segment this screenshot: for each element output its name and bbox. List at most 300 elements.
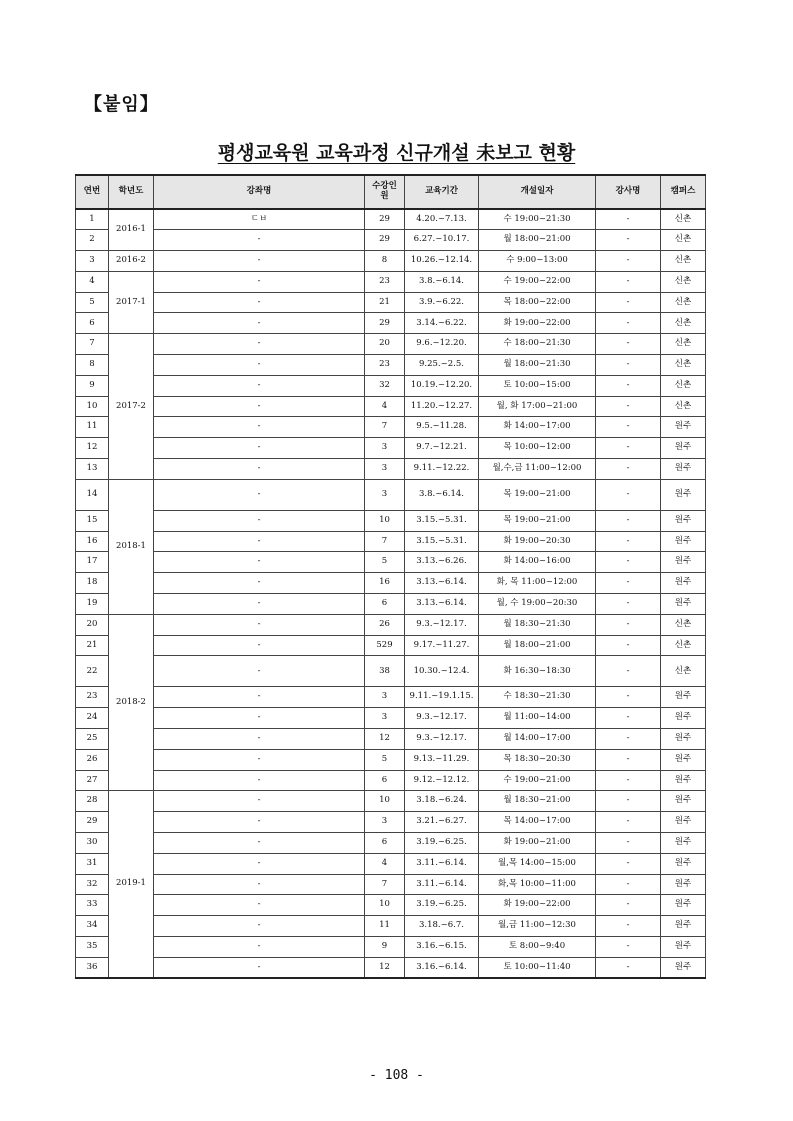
campus-cell: 신촌	[661, 375, 706, 396]
schedule-cell: 월 11:00~14:00	[479, 708, 596, 729]
period-cell: 3.18.~6.7.	[405, 916, 479, 937]
campus-cell: 원주	[661, 687, 706, 708]
course-name-cell: -	[154, 656, 365, 687]
table-row	[76, 853, 706, 874]
schedule-cell: 목 14:00~17:00	[479, 812, 596, 833]
campus-cell: 원주	[661, 594, 706, 615]
schedule-cell: 화, 목 11:00~12:00	[479, 573, 596, 594]
campus-cell: 신촌	[661, 271, 706, 292]
header-enrollment	[365, 175, 405, 209]
instructor-cell: -	[596, 531, 661, 552]
period-cell: 9.11.~19.1.15.	[405, 687, 479, 708]
instructor-cell: -	[596, 874, 661, 895]
table-row	[76, 916, 706, 937]
semester-cell: 2019-1	[109, 791, 154, 978]
table-row	[76, 729, 706, 750]
period-cell: 3.11.~6.14.	[405, 853, 479, 874]
row-no: 8	[76, 355, 109, 376]
row-no: 2	[76, 230, 109, 251]
row-no: 33	[76, 895, 109, 916]
schedule-cell: 월,목 14:00~15:00	[479, 853, 596, 874]
schedule-cell: 목 19:00~21:00	[479, 510, 596, 531]
instructor-cell: -	[596, 749, 661, 770]
table-row	[76, 230, 706, 251]
row-no: 26	[76, 749, 109, 770]
semester-cell: 2016-2	[109, 251, 154, 272]
period-cell: 9.25.~2.5.	[405, 355, 479, 376]
course-name-cell: -	[154, 594, 365, 615]
course-name-cell: -	[154, 531, 365, 552]
period-cell: 3.21.~6.27.	[405, 812, 479, 833]
period-cell: 9.11.~12.22.	[405, 459, 479, 480]
schedule-cell: 화 14:00~16:00	[479, 552, 596, 573]
schedule-cell: 화 19:00~22:00	[479, 895, 596, 916]
header-course: 강좌명	[154, 175, 365, 209]
instructor-cell: -	[596, 957, 661, 978]
period-cell: 3.11.~6.14.	[405, 874, 479, 895]
course-name-cell: -	[154, 375, 365, 396]
table-row	[76, 510, 706, 531]
course-name-cell: -	[154, 791, 365, 812]
schedule-cell: 월, 수 19:00~20:30	[479, 594, 596, 615]
course-name-cell: -	[154, 833, 365, 854]
schedule-cell: 수 19:00~21:00	[479, 770, 596, 791]
enrollment-cell: 4	[365, 396, 405, 417]
campus-cell: 신촌	[661, 334, 706, 355]
campus-cell: 원주	[661, 708, 706, 729]
campus-cell: 신촌	[661, 230, 706, 251]
instructor-cell: -	[596, 313, 661, 334]
campus-cell: 원주	[661, 531, 706, 552]
enrollment-cell: 10	[365, 895, 405, 916]
period-cell: 9.3.~12.17.	[405, 614, 479, 635]
row-no: 15	[76, 510, 109, 531]
schedule-cell: 토 10:00~11:40	[479, 957, 596, 978]
table-row	[76, 874, 706, 895]
row-no: 20	[76, 614, 109, 635]
row-no: 19	[76, 594, 109, 615]
enrollment-cell: 6	[365, 594, 405, 615]
period-cell: 3.18.~6.24.	[405, 791, 479, 812]
period-cell: 4.20.~7.13.	[405, 209, 479, 230]
course-name-cell: -	[154, 552, 365, 573]
semester-cell: 2017-1	[109, 271, 154, 333]
enrollment-cell: 23	[365, 271, 405, 292]
period-cell: 9.5.~11.28.	[405, 417, 479, 438]
campus-cell: 원주	[661, 833, 706, 854]
instructor-cell: -	[596, 687, 661, 708]
schedule-cell: 월 14:00~17:00	[479, 729, 596, 750]
row-no: 28	[76, 791, 109, 812]
campus-cell: 원주	[661, 895, 706, 916]
course-name-cell: -	[154, 313, 365, 334]
row-no: 18	[76, 573, 109, 594]
table-row	[76, 937, 706, 958]
instructor-cell: -	[596, 708, 661, 729]
enrollment-cell: 6	[365, 770, 405, 791]
table-row	[76, 594, 706, 615]
period-cell: 3.9.~6.22.	[405, 292, 479, 313]
row-no: 17	[76, 552, 109, 573]
course-name-cell: -	[154, 895, 365, 916]
schedule-cell: 월,수,금 11:00~12:00	[479, 459, 596, 480]
period-cell: 9.17.~11.27.	[405, 635, 479, 656]
header-instructor: 강사명	[596, 175, 661, 209]
table-row	[76, 708, 706, 729]
row-no: 25	[76, 729, 109, 750]
enrollment-cell: 10	[365, 510, 405, 531]
course-table	[75, 174, 706, 979]
semester-cell: 2017-2	[109, 334, 154, 480]
campus-cell: 원주	[661, 749, 706, 770]
row-no: 16	[76, 531, 109, 552]
period-cell: 3.19.~6.25.	[405, 895, 479, 916]
course-name-cell: -	[154, 438, 365, 459]
schedule-cell: 토 8:00~9:40	[479, 937, 596, 958]
schedule-cell: 월 18:00~21:30	[479, 355, 596, 376]
period-cell: 3.15.~5.31.	[405, 510, 479, 531]
enrollment-cell: 5	[365, 749, 405, 770]
campus-cell: 원주	[661, 770, 706, 791]
instructor-cell: -	[596, 937, 661, 958]
row-no: 14	[76, 479, 109, 510]
table-row	[76, 375, 706, 396]
period-cell: 3.13.~6.14.	[405, 594, 479, 615]
course-name-cell: -	[154, 687, 365, 708]
schedule-cell: 월, 화 17:00~21:00	[479, 396, 596, 417]
instructor-cell: -	[596, 479, 661, 510]
schedule-cell: 수 19:00~21:30	[479, 209, 596, 230]
course-name-cell: -	[154, 355, 365, 376]
campus-cell: 원주	[661, 729, 706, 750]
header-no: 연번	[76, 175, 109, 209]
row-no: 12	[76, 438, 109, 459]
row-no: 5	[76, 292, 109, 313]
enrollment-cell: 12	[365, 729, 405, 750]
course-name-cell: -	[154, 459, 365, 480]
campus-cell: 원주	[661, 510, 706, 531]
page-title	[0, 138, 793, 165]
row-no: 10	[76, 396, 109, 417]
enrollment-cell: 3	[365, 812, 405, 833]
campus-cell: 원주	[661, 937, 706, 958]
campus-cell: 원주	[661, 812, 706, 833]
period-cell: 3.16.~6.15.	[405, 937, 479, 958]
course-name-cell: -	[154, 957, 365, 978]
instructor-cell: -	[596, 438, 661, 459]
instructor-cell: -	[596, 791, 661, 812]
header-semester: 학년도	[109, 175, 154, 209]
period-cell: 10.26.~12.14.	[405, 251, 479, 272]
enrollment-cell: 7	[365, 874, 405, 895]
instructor-cell: -	[596, 770, 661, 791]
period-cell: 3.8.~6.14.	[405, 479, 479, 510]
row-no: 35	[76, 937, 109, 958]
table-row	[76, 687, 706, 708]
annex-label: 【붙임】	[84, 94, 159, 115]
course-name-cell: -	[154, 708, 365, 729]
table-header	[76, 175, 706, 209]
instructor-cell: -	[596, 292, 661, 313]
course-name-cell: -	[154, 749, 365, 770]
course-name-cell: -	[154, 396, 365, 417]
course-name-cell: -	[154, 729, 365, 750]
instructor-cell: -	[596, 853, 661, 874]
enrollment-cell: 26	[365, 614, 405, 635]
row-no: 34	[76, 916, 109, 937]
row-no: 22	[76, 656, 109, 687]
header-period: 교육기간	[405, 175, 479, 209]
enrollment-cell: 20	[365, 334, 405, 355]
schedule-cell: 목 19:00~21:00	[479, 479, 596, 510]
schedule-cell: 토 10:00~15:00	[479, 375, 596, 396]
campus-cell: 원주	[661, 791, 706, 812]
campus-cell: 원주	[661, 957, 706, 978]
campus-cell: 신촌	[661, 656, 706, 687]
row-no: 7	[76, 334, 109, 355]
course-name-cell: -	[154, 334, 365, 355]
header-campus: 캠퍼스	[661, 175, 706, 209]
semester-cell: 2016-1	[109, 209, 154, 251]
table-row	[76, 396, 706, 417]
campus-cell: 신촌	[661, 396, 706, 417]
enrollment-cell: 5	[365, 552, 405, 573]
schedule-cell: 월 18:30~21:00	[479, 791, 596, 812]
instructor-cell: -	[596, 573, 661, 594]
period-cell: 9.3.~12.17.	[405, 708, 479, 729]
campus-cell: 원주	[661, 573, 706, 594]
campus-cell: 원주	[661, 874, 706, 895]
period-cell: 11.20.~12.27.	[405, 396, 479, 417]
table-row	[76, 292, 706, 313]
instructor-cell: -	[596, 812, 661, 833]
schedule-cell: 화,목 10:00~11:00	[479, 874, 596, 895]
period-cell: 9.3.~12.17.	[405, 729, 479, 750]
period-cell: 9.6.~12.20.	[405, 334, 479, 355]
course-name-cell: -	[154, 417, 365, 438]
period-cell: 6.27.~10.17.	[405, 230, 479, 251]
page-number: - 108 -	[369, 1068, 424, 1083]
table-row	[76, 749, 706, 770]
instructor-cell: -	[596, 251, 661, 272]
schedule-cell: 수 18:30~21:30	[479, 687, 596, 708]
row-no: 1	[76, 209, 109, 230]
period-cell: 9.7.~12.21.	[405, 438, 479, 459]
enrollment-cell: 16	[365, 573, 405, 594]
row-no: 30	[76, 833, 109, 854]
period-cell: 3.13.~6.26.	[405, 552, 479, 573]
period-cell: 3.19.~6.25.	[405, 833, 479, 854]
table-row	[76, 614, 706, 635]
instructor-cell: -	[596, 656, 661, 687]
campus-cell: 원주	[661, 479, 706, 510]
table-row	[76, 812, 706, 833]
course-name-cell: -	[154, 479, 365, 510]
table-row	[76, 313, 706, 334]
enrollment-cell: 4	[365, 853, 405, 874]
table-row	[76, 552, 706, 573]
enrollment-cell: 3	[365, 459, 405, 480]
schedule-cell: 월,금 11:00~12:30	[479, 916, 596, 937]
schedule-cell: 수 19:00~22:00	[479, 271, 596, 292]
enrollment-cell: 6	[365, 833, 405, 854]
enrollment-cell: 7	[365, 531, 405, 552]
instructor-cell: -	[596, 375, 661, 396]
table-row	[76, 334, 706, 355]
enrollment-cell: 11	[365, 916, 405, 937]
table-row	[76, 791, 706, 812]
instructor-cell: -	[596, 417, 661, 438]
table-row	[76, 209, 706, 230]
campus-cell: 신촌	[661, 614, 706, 635]
schedule-cell: 목 18:00~22:00	[479, 292, 596, 313]
row-no: 13	[76, 459, 109, 480]
period-cell: 10.30.~12.4.	[405, 656, 479, 687]
row-no: 32	[76, 874, 109, 895]
campus-cell: 원주	[661, 552, 706, 573]
period-cell: 3.13.~6.14.	[405, 573, 479, 594]
enrollment-cell: 38	[365, 656, 405, 687]
table-row	[76, 417, 706, 438]
course-name-cell: -	[154, 251, 365, 272]
schedule-cell: 화 19:00~22:00	[479, 313, 596, 334]
row-no: 23	[76, 687, 109, 708]
campus-cell: 신촌	[661, 292, 706, 313]
table-row	[76, 271, 706, 292]
instructor-cell: -	[596, 230, 661, 251]
enrollment-cell: 3	[365, 479, 405, 510]
enrollment-cell: 8	[365, 251, 405, 272]
period-cell: 3.8.~6.14.	[405, 271, 479, 292]
enrollment-cell: 3	[365, 438, 405, 459]
period-cell: 9.12.~12.12.	[405, 770, 479, 791]
period-cell: 3.15.~5.31.	[405, 531, 479, 552]
enrollment-cell: 529	[365, 635, 405, 656]
course-name-cell: ㄷㅂ	[154, 209, 365, 230]
instructor-cell: -	[596, 729, 661, 750]
schedule-cell: 화 16:30~18:30	[479, 656, 596, 687]
instructor-cell: -	[596, 459, 661, 480]
table-row	[76, 895, 706, 916]
row-no: 11	[76, 417, 109, 438]
campus-cell: 원주	[661, 417, 706, 438]
course-name-cell: -	[154, 635, 365, 656]
period-cell: 10.19.~12.20.	[405, 375, 479, 396]
instructor-cell: -	[596, 510, 661, 531]
schedule-cell: 월 18:30~21:30	[479, 614, 596, 635]
campus-cell: 신촌	[661, 313, 706, 334]
semester-cell: 2018-2	[109, 614, 154, 791]
campus-cell: 신촌	[661, 251, 706, 272]
instructor-cell: -	[596, 552, 661, 573]
enrollment-cell: 7	[365, 417, 405, 438]
instructor-cell: -	[596, 594, 661, 615]
row-no: 21	[76, 635, 109, 656]
enrollment-cell: 29	[365, 313, 405, 334]
enrollment-cell: 9	[365, 937, 405, 958]
row-no: 3	[76, 251, 109, 272]
row-no: 4	[76, 271, 109, 292]
course-name-cell: -	[154, 230, 365, 251]
table-body	[76, 209, 706, 978]
enrollment-cell: 32	[365, 375, 405, 396]
course-name-cell: -	[154, 271, 365, 292]
table-row	[76, 770, 706, 791]
row-no: 9	[76, 375, 109, 396]
course-name-cell: -	[154, 292, 365, 313]
instructor-cell: -	[596, 209, 661, 230]
enrollment-cell: 3	[365, 708, 405, 729]
schedule-cell: 월 18:00~21:00	[479, 635, 596, 656]
instructor-cell: -	[596, 355, 661, 376]
period-cell: 3.14.~6.22.	[405, 313, 479, 334]
instructor-cell: -	[596, 614, 661, 635]
schedule-cell: 목 18:30~20:30	[479, 749, 596, 770]
semester-cell: 2018-1	[109, 479, 154, 614]
campus-cell: 원주	[661, 459, 706, 480]
campus-cell: 신촌	[661, 635, 706, 656]
enrollment-cell: 29	[365, 230, 405, 251]
enrollment-cell: 29	[365, 209, 405, 230]
schedule-cell: 수 18:00~21:30	[479, 334, 596, 355]
row-no: 29	[76, 812, 109, 833]
instructor-cell: -	[596, 895, 661, 916]
page-title-text: 평생교육원 교육과정 신규개설 未보고 현황	[217, 142, 576, 164]
enrollment-cell: 21	[365, 292, 405, 313]
row-no: 24	[76, 708, 109, 729]
instructor-cell: -	[596, 635, 661, 656]
table-row	[76, 656, 706, 687]
course-name-cell: -	[154, 770, 365, 791]
row-no: 36	[76, 957, 109, 978]
row-no: 6	[76, 313, 109, 334]
campus-cell: 신촌	[661, 355, 706, 376]
instructor-cell: -	[596, 334, 661, 355]
course-name-cell: -	[154, 510, 365, 531]
course-name-cell: -	[154, 874, 365, 895]
row-no: 31	[76, 853, 109, 874]
schedule-cell: 화 14:00~17:00	[479, 417, 596, 438]
campus-cell: 신촌	[661, 209, 706, 230]
instructor-cell: -	[596, 396, 661, 417]
campus-cell: 원주	[661, 438, 706, 459]
course-name-cell: -	[154, 937, 365, 958]
table-row	[76, 355, 706, 376]
course-name-cell: -	[154, 916, 365, 937]
enrollment-cell: 3	[365, 687, 405, 708]
table-row	[76, 531, 706, 552]
course-name-cell: -	[154, 573, 365, 594]
period-cell: 3.16.~6.14.	[405, 957, 479, 978]
instructor-cell: -	[596, 833, 661, 854]
table-row	[76, 635, 706, 656]
schedule-cell: 수 9:00~13:00	[479, 251, 596, 272]
table-row	[76, 251, 706, 272]
course-name-cell: -	[154, 853, 365, 874]
schedule-cell: 월 18:00~21:00	[479, 230, 596, 251]
course-name-cell: -	[154, 614, 365, 635]
campus-cell: 원주	[661, 853, 706, 874]
instructor-cell: -	[596, 916, 661, 937]
table-row	[76, 438, 706, 459]
table-row	[76, 957, 706, 978]
campus-cell: 원주	[661, 916, 706, 937]
header-schedule: 개설일자	[479, 175, 596, 209]
enrollment-cell: 12	[365, 957, 405, 978]
schedule-cell: 목 10:00~12:00	[479, 438, 596, 459]
table-row	[76, 479, 706, 510]
schedule-cell: 화 19:00~20:30	[479, 531, 596, 552]
